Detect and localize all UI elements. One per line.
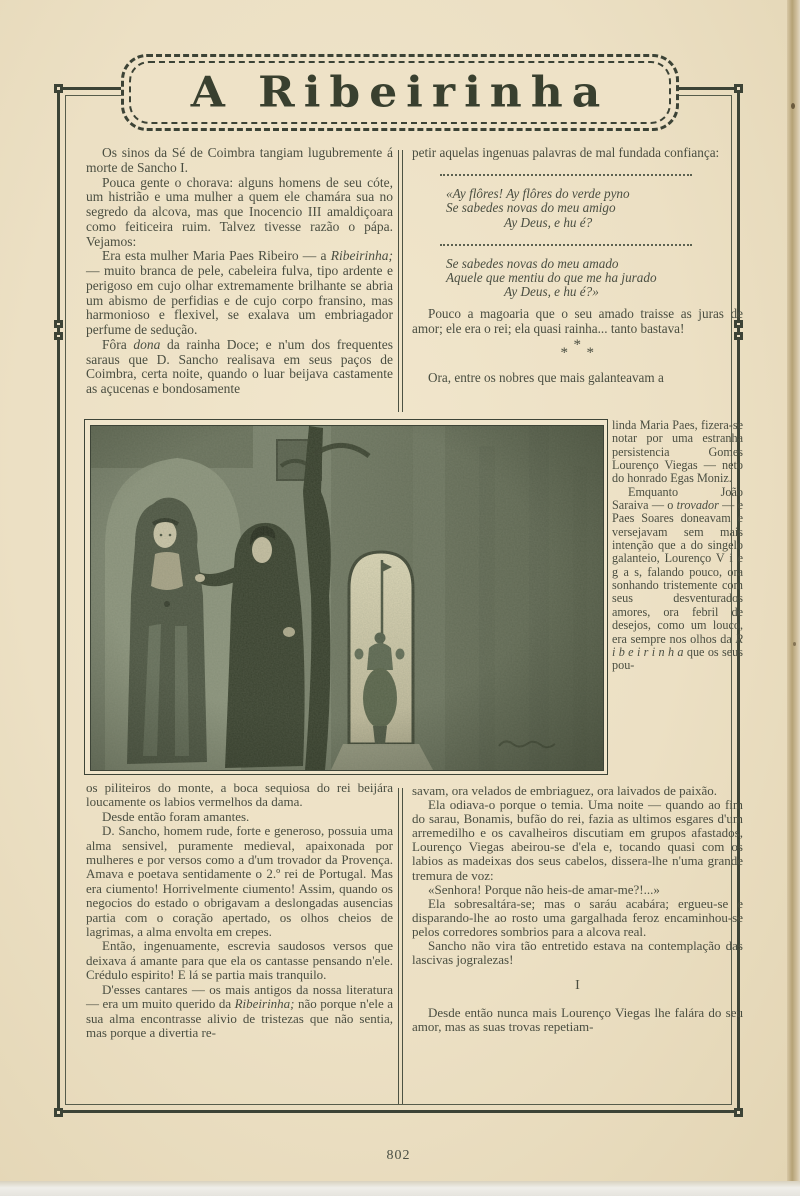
asterisk: * [573,336,581,353]
left-column-upper [86,146,393,397]
page-edge-right [787,0,800,1181]
frame-corner-ornament [734,1108,743,1117]
verse-line: «Ay flôres! Ay flôres do verde pyno [446,186,630,202]
page-edge-bottom [0,1181,800,1196]
paragraph: Desde então nunca mais Lourenço Viegas lhe falára do seu amor, mas as suas trovas repetiam- [412,1005,743,1035]
paragraph: linda Maria Paes, fizera-se notar por uma estranha persistencia Gomes Lourenço Viegas — neto do honrado Egas Moniz. [612,418,743,486]
frame-corner-ornament [734,84,743,93]
verse-line: Ay Deus, e hu é?» [504,284,599,300]
scan-speck [791,103,795,109]
verse-line: Ay Deus, e hu é? [504,214,593,230]
illustration-frame [84,419,608,775]
frame-border-ornament [54,320,63,328]
left-column-lower [86,781,393,1040]
frame-corner-ornament [54,1108,63,1117]
paragraph: Ela odiava-o porque o temia. Uma noite — quando ao fim do sarau, Bonamis, bufão do rei, fazia as ultimos esgares d'um arremedilho e os cavalheiros discutiam em grupos afastados, Lourenço Viegas abeirou-se d'ela e, tocando quasi com os labios as madeixas dos seus cabelos, dissera-lhe n'uma grande tremura de voz: [412,797,743,883]
story-illustration [91,426,603,770]
illustration-mat [90,425,604,771]
paragraph: Ela sobresaltára-se; mas o saráu acabára; ergueu-se e disparando-lhe ao rosto uma gargalhada feroz encaminhou-se pelos corredores sombrios para a alcova real. [412,895,743,939]
paragraph: Emquanto João Saraiva — o trovador — e Paes Soares doneavam e versejavam sem mais intenção que a do singelo galanteio, Lourenço V i e g a s, falando pouco, ora sonhando tristemente com seus desventurados amores, ora febril de desejos, como um louco, era sempre nos olhos da R i b e i r i n h a que os seus pou- [612,484,743,673]
column-rule-top [398,150,403,412]
paragraph: Era esta mulher Maria Paes Ribeiro — a Ribeirinha; — muito branca de pele, cabeleira fulva, tipo ardente e perigoso em cujo olhar extremamente brilhante se abria um abismo de perfidias e de cujo corpo fransino, mas harmonioso e flexivel, se exalava um embriagador perfume de sedução. [86,248,393,337]
dotted-leader [440,241,692,246]
frame-border-ornament [54,332,63,340]
paragraph: Então, ingenuamente, escrevia saudosos versos que deixava á amante para que ela os cantasse pensando n'ele. Crédulo espirito! E lá se partia mais tranquilo. [86,938,393,983]
paragraph: os piliteiros do monte, a boca sequiosa do rei beijára loucamente os labios vermelhos da dama. [86,780,393,810]
paragraph: Pouco a magoaria que o seu amado traisse as juras de amor; ele era o rei; ela quasi rainha... tanto bastava! [412,306,743,336]
paragraph: Os sinos da Sé de Coimbra tangiam lugubremente á morte de Sancho I. [86,145,393,175]
title-cartouche-inner [129,61,671,124]
page-title: A Ribeirinha [190,68,610,117]
paragraph: «Senhora! Porque não heis-de amar-me?!...» [428,881,660,897]
paragraph: Desde então foram amantes. [102,808,250,824]
scan-speck [793,642,796,646]
section-marker: I [575,978,580,994]
asterisk: * [560,344,568,361]
verse-stanza [446,257,743,300]
paragraph: D'esses cantares — os mais antigos da nossa literatura — era um muito querido da Ribeirinha; não porque n'ele a sua alma encontrasse alivio de tristezas que não sentia, mas porque a divertia re- [86,981,393,1040]
verse-stanza [446,187,743,230]
title-cartouche [121,54,679,131]
frame-corner-ornament [54,84,63,93]
asterisk: * [586,344,594,361]
paragraph: Sancho não vira tão entretido estava na contemplação das lascivas jogralezas! [412,938,743,968]
dotted-leader [440,171,692,176]
paragraph: Pouca gente o chorava: alguns homens de seu cóte, um histrião e uma mulher a quem ele chamára sua no segredo da alcova, mas que Inocencio III amaldiçoara como feiticeira ruim. Talvez tivesse razão o pápa. Vejamos: [86,174,393,249]
right-column-upper [412,146,743,385]
paragraph: savam, ora velados de embriaguez, ora laivados de paixão. [412,783,718,798]
verse-line: Aquele que mentiu do que me ha jurado [446,270,657,286]
paragraph: D. Sancho, homem rude, forte e generoso, possuia uma alma sensivel, puramente medieval, apaixonada por mulheres e por versos como a d'um trovador da Provença. Amava e poetava sentidamente o 2.º rei de Portugal. Mas era ciumento! Horrivelmente ciumento! Assim, quando os negocios do estado o obrigavam a deslongadas ausencias partia com o coração apertado, os olhos cheios de lagrimas, a alma envolta em crepes. [86,823,393,940]
paragraph: Fôra dona da rainha Doce; e n'um dos frequentes saraus que D. Sancho realisava em seus paços de Coimbra, certa noite, quando o luar beijava castamente as açucenas e bondosamente [86,336,393,396]
paragraph: Ora, entre os nobres que mais galanteavam a [428,369,664,385]
paragraph: petir aquelas ingenuas palavras de mal fundada confiança: [412,145,720,160]
column-rule-bottom [398,788,403,1104]
verse-line: Se sabedes novas do meu amado [446,255,619,271]
verse-line: Se sabedes novas do meu amigo [446,200,616,216]
right-column-lower [412,784,743,1035]
asterism-divider [412,336,743,363]
page-number: 802 [386,1148,411,1163]
right-column-beside-illustration [612,419,743,673]
